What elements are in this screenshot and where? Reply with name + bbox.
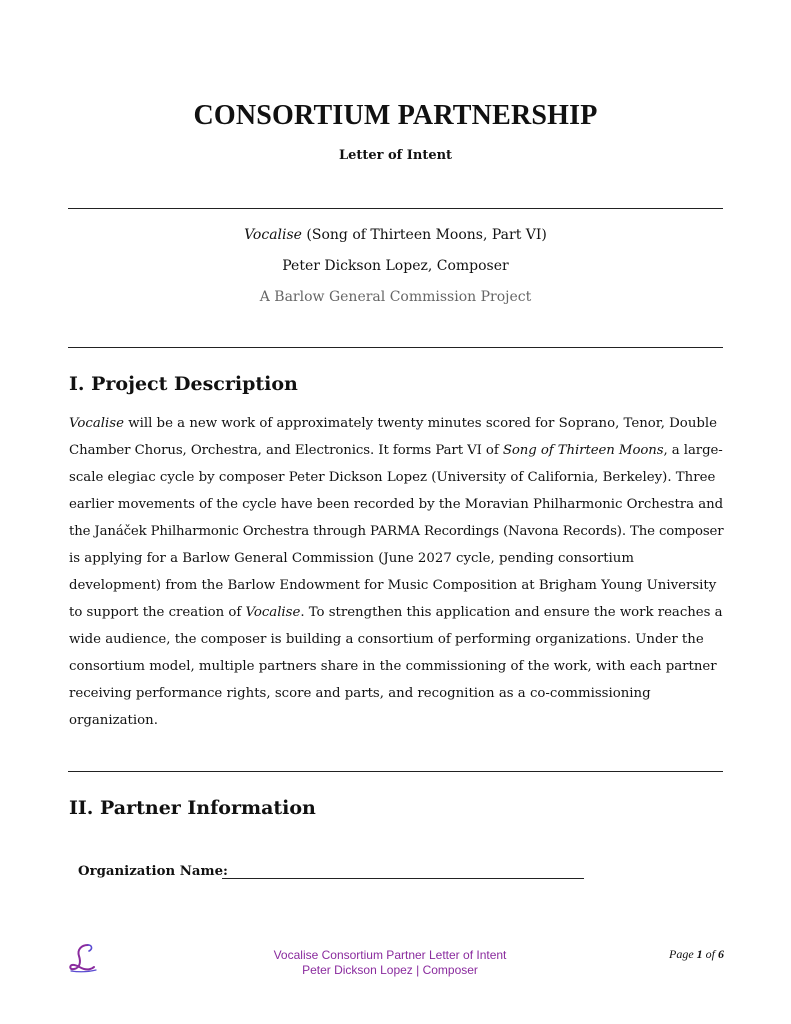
organization-name-field[interactable] bbox=[222, 878, 584, 879]
paragraph-line bbox=[69, 653, 723, 680]
paragraph-text: consortium model, multiple partners share in the commissioning of the work, with each partner bbox=[69, 659, 717, 674]
footer-line-2: Peter Dickson Lopez | Composer bbox=[302, 963, 478, 977]
paragraph-text: . To strengthen this application and ensure the work reaches a bbox=[300, 605, 723, 620]
section-heading-project-description: I. Project Description bbox=[69, 373, 298, 395]
project-line: A Barlow General Commission Project bbox=[259, 289, 532, 305]
footer-line-1: Vocalise Consortium Partner Letter of Intent bbox=[273, 948, 507, 962]
paragraph-text: receiving performance rights, score and parts, and recognition as a co-commissioning bbox=[69, 686, 651, 701]
section-heading-partner-information: II. Partner Information bbox=[69, 797, 316, 819]
paragraph-line bbox=[69, 680, 723, 707]
paragraph-text: organization. bbox=[69, 713, 158, 728]
paragraph-text: will be a new work of approximately twenty minutes scored for Soprano, Tenor, Double bbox=[123, 416, 718, 431]
composer-line: Peter Dickson Lopez, Composer bbox=[282, 258, 509, 274]
paragraph-text: scale elegiac cycle by composer Peter Dickson Lopez (University of California, Berkeley). Three bbox=[69, 470, 716, 485]
page-prefix: Page bbox=[669, 947, 697, 961]
paragraph-line bbox=[69, 572, 723, 599]
paragraph-text: is applying for a Barlow General Commission (June 2027 cycle, pending consortium bbox=[69, 551, 634, 566]
divider-middle bbox=[68, 347, 723, 348]
paragraph-text: to support the creation of bbox=[69, 605, 246, 620]
project-description-paragraph bbox=[69, 410, 723, 734]
paragraph-text: earlier movements of the cycle have been recorded by the Moravian Philharmonic Orchestra and bbox=[69, 497, 724, 512]
italic-title-text: Song of Thirteen Moons bbox=[502, 443, 664, 458]
work-title: Vocalise bbox=[244, 227, 302, 243]
italic-title-text: Vocalise bbox=[245, 605, 301, 620]
paragraph-text: the Janáček Philharmonic Orchestra through PARMA Recordings (Navona Records). The composer bbox=[69, 524, 724, 539]
page-current: 1 bbox=[696, 947, 703, 961]
paragraph-line bbox=[69, 599, 723, 626]
paragraph-line bbox=[69, 545, 723, 572]
work-subtitle: (Song of Thirteen Moons, Part VI) bbox=[301, 227, 547, 243]
paragraph-line bbox=[69, 491, 723, 518]
paragraph-text: development) from the Barlow Endowment for Music Composition at Brigham Young University bbox=[69, 578, 717, 593]
document-title: CONSORTIUM PARTNERSHIP bbox=[193, 100, 598, 131]
paragraph-text: , a large- bbox=[663, 443, 723, 458]
paragraph-line bbox=[69, 437, 723, 464]
script-l-logo-icon bbox=[66, 942, 100, 974]
italic-title-text: Vocalise bbox=[69, 416, 124, 431]
divider-lower bbox=[68, 771, 723, 772]
footer-text bbox=[230, 948, 550, 978]
document-subtitle: Letter of Intent bbox=[338, 148, 453, 163]
divider-top bbox=[68, 208, 723, 209]
organization-name-label: Organization Name: bbox=[78, 864, 228, 879]
paragraph-line bbox=[69, 518, 723, 545]
paragraph-text: wide audience, the composer is building a consortium of performing organizations. Under the bbox=[69, 632, 704, 647]
page-total: 6 bbox=[718, 947, 724, 961]
paragraph-line bbox=[69, 410, 723, 437]
page-of: of bbox=[702, 947, 718, 961]
page-number bbox=[640, 947, 724, 962]
paragraph-line bbox=[69, 707, 723, 734]
paragraph-text: Chamber Chorus, Orchestra, and Electronics. It forms Part VI of bbox=[69, 443, 503, 458]
paragraph-line bbox=[69, 626, 723, 653]
paragraph-line bbox=[69, 464, 723, 491]
work-title-line bbox=[0, 227, 791, 243]
